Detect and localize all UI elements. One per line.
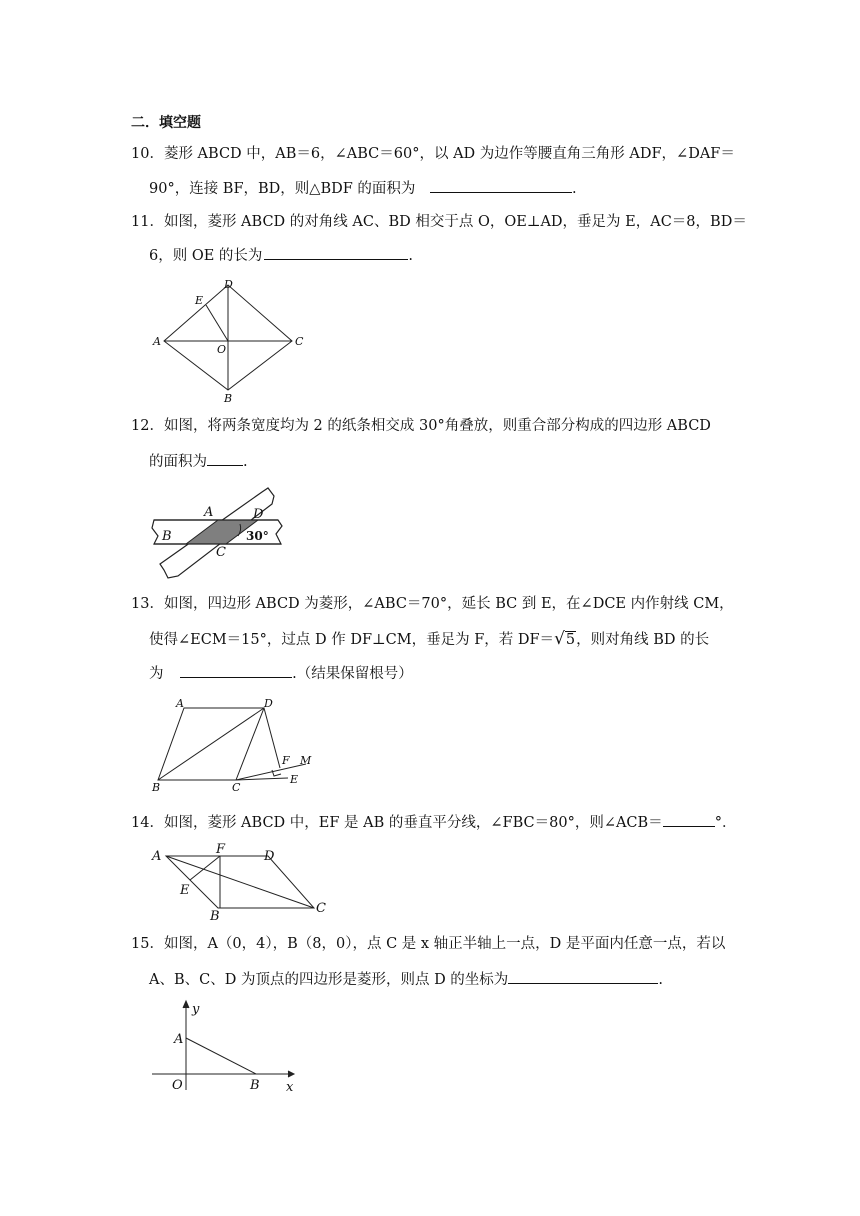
q11-label-o: O [217, 343, 227, 356]
sqrt-symbol-icon: √ [554, 629, 565, 649]
q12-figure [148, 484, 288, 580]
q15-x-arrow-icon [288, 1071, 294, 1077]
q14-answer-blank[interactable] [663, 812, 715, 827]
q13-diagonal-bd [158, 708, 264, 780]
q15-label-o: O [172, 1078, 183, 1093]
q15-label-a: A [174, 1032, 184, 1047]
q15-label-x: x [286, 1080, 294, 1095]
q14-end: °． [714, 815, 737, 831]
section-title: 二．填空题 [131, 115, 201, 131]
q13-sqrt-radicand: 5 [565, 632, 576, 648]
q13-line2a: 使得∠ECM＝15°，过点 D 作 DF⊥CM，垂足为 F，若 DF＝ [149, 632, 555, 648]
q14-label-e: E [180, 883, 190, 898]
q11-end: . [408, 248, 414, 264]
q12-label-d: D [253, 507, 264, 522]
q11-label-d: D [224, 278, 233, 291]
q15-y-arrow-icon [183, 1001, 189, 1008]
q11-label-e: E [195, 294, 204, 307]
q12-label-c: C [216, 545, 226, 560]
q14-label-f: F [216, 842, 226, 857]
q12-line2-text: 的面积为 [149, 454, 207, 470]
q13-line3 [149, 663, 413, 684]
q14-label-a: A [152, 849, 162, 864]
q14-label-b: B [210, 909, 220, 922]
q11-label-c: C [295, 335, 304, 348]
q15-end: . [658, 972, 663, 988]
q15-label-y: y [192, 1002, 200, 1017]
q12-answer-blank[interactable] [207, 451, 243, 466]
q13-line3a: 为 [149, 666, 164, 682]
q11-answer-blank[interactable] [264, 245, 408, 260]
q11-segment-oe [206, 305, 228, 341]
q12-end: . [243, 454, 248, 470]
q13-line2 [149, 629, 709, 650]
q12-line2 [149, 451, 248, 472]
q11-line2 [149, 245, 413, 266]
q12-label-a: A [204, 505, 214, 520]
q14-label-c: C [316, 901, 326, 916]
q14-figure [148, 842, 338, 922]
q14-diagonal-ac [166, 856, 314, 908]
q13-label-a: A [176, 697, 184, 710]
q13-label-m: M [300, 754, 312, 767]
q13-segment-df [264, 708, 280, 768]
q13-line1: 13．如图，四边形 ABCD 为菱形，∠ABC＝70°，延长 BC 到 E，在∠DCE 内作射线 CM， [131, 596, 734, 612]
q15-answer-blank[interactable] [508, 969, 658, 984]
q10-line2-text: 90°，连接 BF，BD，则△BDF 的面积为 [149, 181, 416, 197]
q10-end: . [572, 181, 577, 197]
q12-line1: 12．如图，将两条宽度均为 2 的纸条相交成 30°角叠放，则重合部分构成的四边形 ABCD [131, 418, 711, 434]
q15-line1: 15．如图，A（0，4），B（8，0），点 C 是 x 轴正半轴上一点，D 是平面内任意一点，若以 [131, 936, 726, 952]
q13-line3b: .（结果保留根号） [292, 666, 413, 682]
q14-line1-text: 14．如图，菱形 ABCD 中，EF 是 AB 的垂直平分线，∠FBC＝80°，则∠ACB＝ [131, 815, 663, 831]
q10-line1: 10．菱形 ABCD 中，AB＝6，∠ABC＝60°，以 AD 为边作等腰直角三角形 ADF，∠DAF＝ [131, 146, 735, 162]
q11-line2-text: 6，则 OE 的长为 [149, 248, 263, 264]
q12-angle-label: 30° [246, 529, 269, 543]
q13-label-f: F [282, 754, 290, 767]
q11-label-a: A [153, 335, 161, 348]
q15-line2 [149, 969, 663, 990]
q13-label-e: E [290, 773, 299, 786]
q13-label-d: D [264, 697, 273, 710]
q10-answer-blank[interactable] [430, 178, 572, 193]
q12-label-b: B [162, 529, 172, 544]
q13-answer-blank[interactable] [180, 663, 292, 678]
q10-line2 [149, 178, 577, 199]
q11-line1: 11．如图，菱形 ABCD 的对角线 AC、BD 相交于点 O，OE⊥AD，垂足为 E，AC＝8，BD＝ [131, 214, 747, 230]
q11-figure [150, 278, 310, 404]
q15-label-b: B [250, 1078, 260, 1093]
q13-label-c: C [232, 781, 241, 794]
q15-segment-ab [186, 1038, 256, 1074]
q13-line2b: ，则对角线 BD 的长 [576, 632, 710, 648]
q11-label-b: B [224, 392, 233, 404]
q13-label-b: B [152, 781, 161, 794]
q13-figure [148, 696, 318, 796]
q15-line2-text: A、B、C、D 为顶点的四边形是菱形，则点 D 的坐标为 [149, 972, 509, 988]
q14-label-d: D [264, 849, 275, 864]
q14-segment-fe [190, 856, 220, 880]
q15-figure [148, 998, 308, 1096]
q14-line1 [131, 812, 736, 833]
